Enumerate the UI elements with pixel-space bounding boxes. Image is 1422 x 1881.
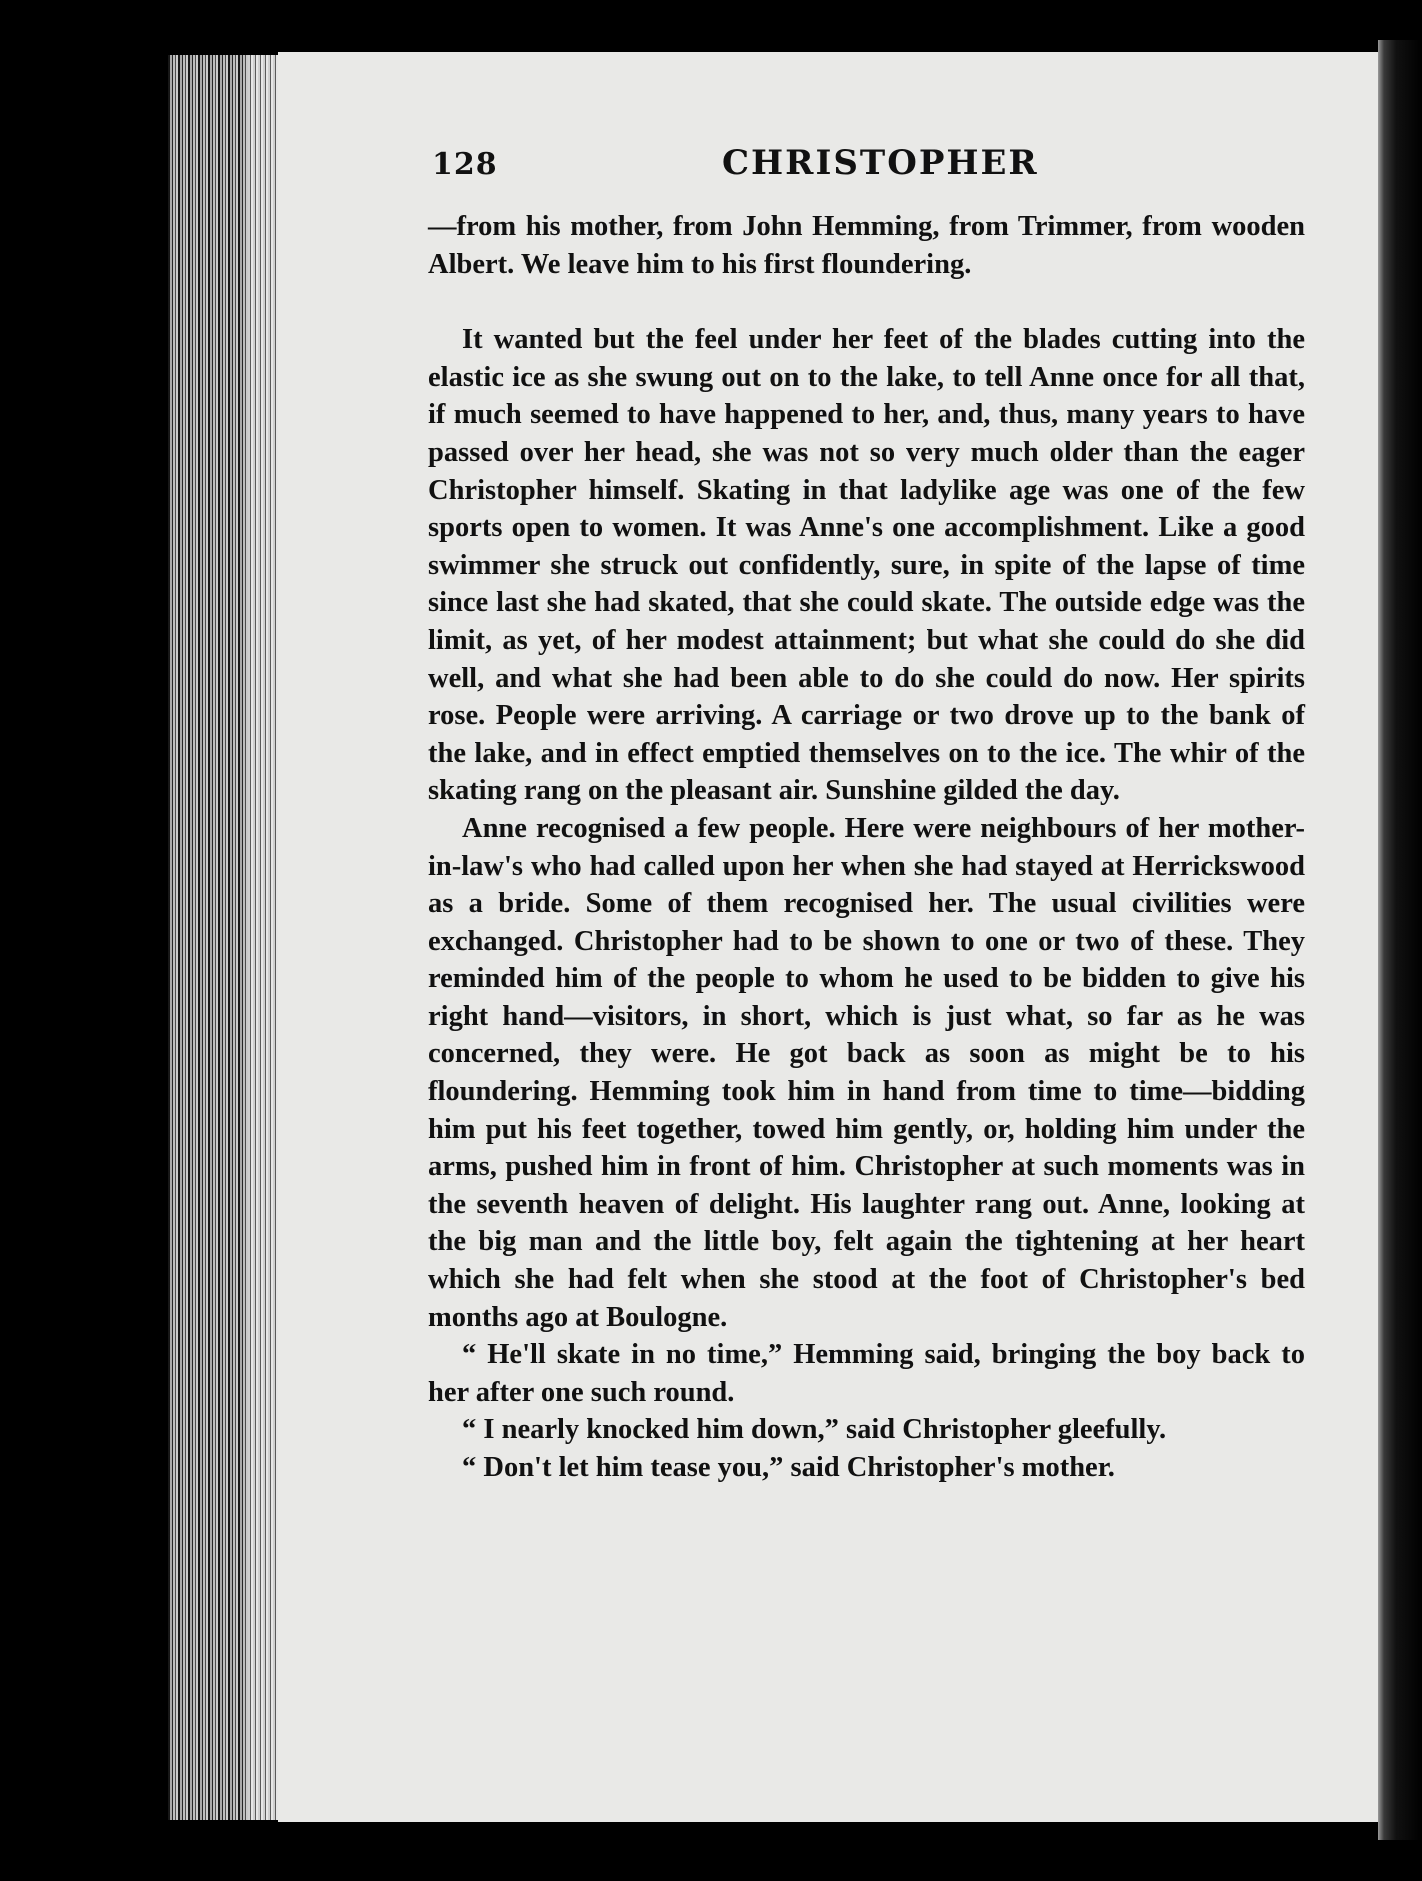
- page-edge-strip: [248, 55, 278, 1820]
- paragraph: Anne recognised a few people. Here were neighbours of her mother-in-law's who had called upon her when she had stayed at Herrickswood as a bride. Some of them recognised her. The usual civilities were exchanged. Christopher had to be shown to one or two of these. They reminded him of the people to whom he used to be bidden to give his right hand—visitors, in short, which is just what, so far as he was concerned, they were. He got back as soon as might be to his floundering. Hemming took him in hand from time to time—bidding him put his feet together, towed him gently, or, holding him under the arms, pushed him in front of him. Christopher at such moments was in the seventh heaven of delight. His laughter rang out. Anne, looking at the big man and the little boy, felt again the tightening at her heart which she had felt when she stood at the foot of Christopher's bed months ago at Boulogne.: [428, 812, 1305, 1333]
- paragraph: —from his mother, from John Hemming, from Trimmer, from wooden Albert. We leave him to his first floundering.: [428, 211, 1305, 280]
- book-spine-shadow: [1378, 40, 1422, 1840]
- paragraph: “ I nearly knocked him down,” said Christopher gleefully.: [462, 1414, 1167, 1446]
- paragraph: It wanted but the feel under her feet of the blades cutting into the elastic ice as she swung out on to the lake, to tell Anne once for all that, if much seemed to have happened to her, and, thus, many years to have passed over her head, she was not so very much older than the eager Christopher himself. Skating in that ladylike age was one of the few sports open to women. It was Anne's one accomplishment. Like a good swimmer she struck out confidently, sure, in spite of the lapse of time since last she had skated, that she could skate. The outside edge was the limit, as yet, of her modest attainment; but what she could do she did well, and what she had been able to do she could do now. Her spirits rose. People were arriving. A carriage or two drove up to the bank of the lake, and in effect emptied themselves on to the ice. The whir of the skating rang on the pleasant air. Sunshine gilded the day.: [428, 324, 1305, 807]
- running-title: CHRISTOPHER: [722, 143, 1039, 183]
- body-text: [428, 208, 1305, 1487]
- running-header: [432, 143, 1312, 193]
- page-number: 128: [432, 147, 498, 182]
- paragraph: “ Don't let him tease you,” said Christopher's mother.: [462, 1452, 1115, 1483]
- paragraph: “ He'll skate in no time,” Hemming said, bringing the boy back to her after one such round.: [428, 1339, 1305, 1408]
